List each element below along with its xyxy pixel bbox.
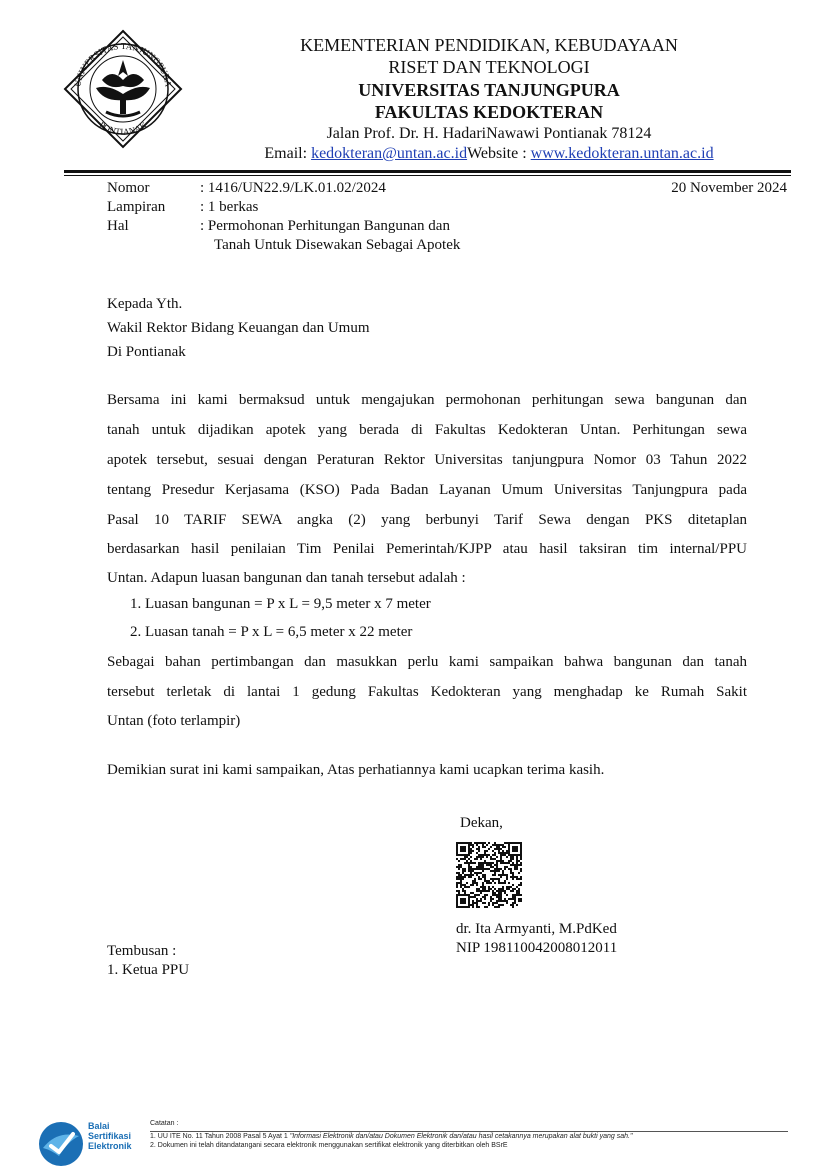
paragraph-1-line: Bersama ini kami bermaksud untuk mengajukan permohonan perhitungan sewa bangunan dan — [107, 392, 747, 408]
paragraph-2-line: Untan (foto terlampir) — [107, 713, 241, 729]
website-label: Website : — [467, 145, 531, 162]
svg-text:UNIVERSITAS TANJUNGPURA: UNIVERSITAS TANJUNGPURA — [72, 40, 174, 88]
list-item: 1. Luasan bangunan = P x L = 9,5 meter x 7 meter — [130, 596, 431, 612]
qr-finder-pattern — [456, 842, 470, 856]
paragraph-1-line: Pasal 10 TARIF SEWA angka (2) yang berbunyi Tarif Sewa dengan PKS ditetaplan — [107, 512, 747, 528]
footer-notes — [150, 1119, 790, 1150]
lampiran-label: Lampiran — [107, 199, 166, 215]
qr-code-icon — [456, 842, 522, 908]
bsre-line: Sertifikasi — [88, 1131, 132, 1141]
nomor-label: Nomor — [107, 180, 150, 196]
signatory-name: dr. Ita Armyanti, M.PdKed — [456, 921, 617, 937]
closing-sentence: Demikian surat ini kami sampaikan, Atas perhatiannya kami ucapkan terima kasih. — [107, 762, 605, 778]
paragraph-1-line: apotek tersebut, sesuai dengan Peraturan Rektor Universitas tanjungpura Nomor 03 Tahun 2022 — [107, 452, 747, 468]
university-logo — [62, 28, 184, 150]
address: Jalan Prof. Dr. H. HadariNawawi Pontianak 78124 — [326, 125, 652, 142]
lampiran-value: : 1 berkas — [200, 199, 259, 215]
signatory-title: Dekan, — [460, 815, 503, 831]
footnote-2: 2. Dokumen ini telah ditandatangani secara elektronik menggunakan sertifikat elektronik yang diterbitkan oleh BSrE — [150, 1142, 508, 1149]
bsre-wordmark — [88, 1121, 148, 1151]
header-divider-thick — [64, 170, 791, 173]
hal-label: Hal — [107, 218, 129, 234]
faculty-name: FAKULTAS KEDOKTERAN — [374, 102, 604, 122]
footer-divider — [150, 1131, 788, 1132]
hal-value-line-1: : Permohonan Perhitungan Bangunan dan — [200, 218, 450, 234]
tembusan-label: Tembusan : — [107, 943, 177, 959]
signatory-nip: NIP 198110042008012011 — [456, 940, 618, 956]
header-divider-thin — [64, 175, 791, 176]
paragraph-2-line: tersebut terletak di lantai 1 gedung Fakultas Kedokteran yang menghadap ke Rumah Sakit — [107, 684, 747, 700]
recipient-line-1: Kepada Yth. — [107, 296, 183, 312]
list-item: 2. Luasan tanah = P x L = 6,5 meter x 22 meter — [130, 624, 413, 640]
recipient-line-3: Di Pontianak — [107, 344, 186, 360]
qr-finder-pattern — [456, 894, 470, 908]
email-label: Email: — [264, 145, 312, 162]
ministry-line-1: KEMENTERIAN PENDIDIKAN, KEBUDAYAAN — [300, 35, 678, 55]
qr-finder-pattern — [508, 842, 522, 856]
letter-date: 20 November 2024 — [671, 180, 787, 196]
paragraph-2-line: Sebagai bahan pertimbangan dan masukkan perlu kami sampaikan bahwa bangunan dan tanah — [107, 654, 747, 670]
bsre-line: Elektronik — [88, 1141, 132, 1151]
contact-line — [196, 143, 782, 164]
recipient-line-2: Wakil Rektor Bidang Keuangan dan Umum — [107, 320, 370, 336]
bsre-logo-icon — [37, 1120, 85, 1168]
website-link[interactable]: www.kedokteran.untan.ac.id — [530, 145, 714, 162]
tembusan-item: 1. Ketua PPU — [107, 962, 190, 978]
paragraph-1-line: berdasarkan hasil penilaian Tim Penilai Pemerintah/KJPP atau hasil taksiran tim internal/PPU — [107, 541, 747, 557]
paragraph-1-line: Untan. Adapun luasan bangunan dan tanah tersebut adalah : — [107, 570, 466, 586]
footnote-1 — [150, 1132, 790, 1141]
university-name: UNIVERSITAS TANJUNGPURA — [358, 80, 620, 100]
svg-text:PONTIANAK: PONTIANAK — [97, 119, 149, 137]
footnote-1-prefix: 1. UU ITE No. 11 Tahun 2008 Pasal 5 Ayat 1 — [150, 1133, 290, 1140]
email-link[interactable]: kedokteran@untan.ac.id — [311, 145, 468, 162]
ministry-line-2: RISET DAN TEKNOLOGI — [388, 57, 590, 77]
hal-value-line-2: Tanah Untuk Disewakan Sebagai Apotek — [214, 237, 461, 253]
catatan-label: Catatan : — [150, 1120, 179, 1127]
bsre-line: Balai — [88, 1121, 110, 1131]
nomor-value: : 1416/UN22.9/LK.01.02/2024 — [200, 180, 386, 196]
paragraph-1-line: tanah untuk dijadikan apotek yang berada di Fakultas Kedokteran Untan. Perhitungan sewa — [107, 422, 747, 438]
paragraph-1-line: tentang Presedur Kerjasama (KSO) Pada Badan Layanan Umum Universitas Tanjungpura pada — [107, 482, 747, 498]
footnote-1-quote: "Informasi Elektronik dan/atau Dokumen Elektronik dan/atau hasil cetakannya merupakan alat bukti yang sah." — [289, 1133, 633, 1140]
